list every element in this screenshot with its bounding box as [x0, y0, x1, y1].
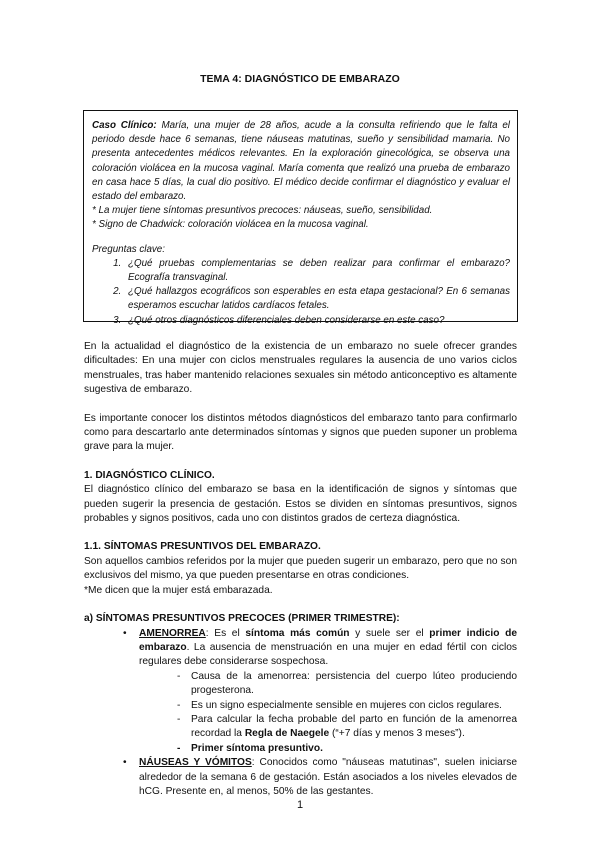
nauseas-label: NÁUSEAS Y VÓMITOS [139, 757, 252, 769]
question-item: 3. ¿Qué otros diagnósticos diferenciales deben considerarse en este caso? [124, 314, 510, 328]
section-1-1-note: *Me dicen que la mujer está embarazada. [84, 584, 273, 596]
question-item: 2. ¿Qué hallazgos ecográficos son esperables en esta etapa gestacional? En 6 semanas esperamos escuchar latidos cardíacos fetales. [124, 285, 510, 313]
page-title: TEMA 4: DIAGNÓSTICO DE EMBARAZO [200, 73, 400, 85]
case-paragraph [92, 119, 510, 204]
case-note-2: * Signo de Chadwick: coloración violácea en la mucosa vaginal. [92, 219, 369, 231]
case-lead: Caso Clínico: [92, 120, 157, 131]
main-content [84, 340, 517, 799]
amenorrea-sublist [139, 670, 517, 756]
questions-list [92, 257, 510, 328]
question-item: 1. ¿Qué pruebas complementarias se deben realizar para confirmar el embarazo? Ecografía transvaginal. [124, 257, 510, 285]
sublist-item: - Primer síntoma presuntivo. [179, 742, 517, 756]
page-number: 1 [296, 799, 304, 811]
clinical-case-box [83, 110, 518, 326]
intro-paragraph-1: En la actualidad el diagnóstico de la existencia de un embarazo no suele ofrecer grandes dificultades: En una mujer con ciclos menstruales regulares la ausencia de uno varios ciclos menstruales, tras haber mantenido relaciones sexuales sin método anticonceptivo es altamente sugestiva de embarazo. [84, 341, 517, 396]
section-1-1-text: Son aquellos cambios referidos por la mujer que pueden sugerir un embarazo, pero que no son exclusivos del mismo, ya que pueden presentarse en otras condiciones. [84, 555, 517, 582]
questions-label: Preguntas clave: [92, 243, 165, 255]
case-text: María, una mujer de 28 años, acude a la consulta refiriendo que le falta el periodo desde hace 6 semanas, tiene náuseas matutinas, sueño y sensibilidad mamaria. No presenta antecedentes médicos relevantes. En la exploración ginecológica, se observa una coloración violácea en la mucosa vaginal. María comenta que realizó una prueba de embarazo en casa hace 5 días, la cual dio positivo. El médico decide confirmar el diagnóstico y evaluar el estado del embarazo. [92, 120, 510, 203]
section-1-text: El diagnóstico clínico del embarazo se basa en la identificación de signos y síntomas que pueden sugerir la presencia de gestación. Estos se dividen en síntomas presuntivos, signos probables y signos positivos, cada uno con distintos grados de certeza diagnóstica. [84, 484, 517, 525]
section-1-heading: 1. DIAGNÓSTICO CLÍNICO. [84, 469, 215, 481]
section-a-heading: a) SÍNTOMAS PRESUNTIVOS PRECOCES (PRIMER TRIMESTRE): [84, 613, 400, 625]
list-item-amenorrea: • AMENORREA: Es el síntoma más común y suele ser el primer indicio de embarazo. La ausencia de menstruación en una mujer en edad fértil con ciclos regulares debe considerarse sospechosa. - Causa de la amenorrea: persistencia del cuerpo lúteo produciendo progesterona. - Es un signo especialmente sensible en mujeres con ciclos regulares. - Para calcular la fecha probable del parto en función de la amenorrea recordad la Regla de Naegele (“+7 días y menos 3 meses”). - Primer síntoma presuntivo. [123, 627, 517, 757]
symptoms-list [84, 627, 517, 800]
sublist-item: - Es un signo especialmente sensible en mujeres con ciclos regulares. [179, 699, 517, 713]
section-1-1-heading: 1.1. SÍNTOMAS PRESUNTIVOS DEL EMBARAZO. [84, 541, 321, 553]
sublist-item: - Causa de la amenorrea: persistencia del cuerpo lúteo produciendo progesterona. [179, 670, 517, 699]
amenorrea-label: AMENORREA [139, 627, 206, 639]
sublist-item: - Para calcular la fecha probable del parto en función de la amenorrea recordad la Regla de Naegele (“+7 días y menos 3 meses”). [179, 713, 517, 742]
intro-paragraph-2: Es importante conocer los distintos métodos diagnósticos del embarazo tanto para confirmarlo como para descartarlo ante determinados síntomas y signos que pueden suponer un problema grave para la mujer. [84, 412, 517, 453]
list-item-nauseas: • NÁUSEAS Y VÓMITOS: Conocidos como "náuseas matutinas", suelen iniciarse alrededor de la semana 6 de gestación. Están asociados a los niveles elevados de hCG. Presente en, al menos, 50% de las gestantes. [123, 756, 517, 799]
case-note-1: * La mujer tiene síntomas presuntivos precoces: náuseas, sueño, sensibilidad. [92, 205, 433, 217]
